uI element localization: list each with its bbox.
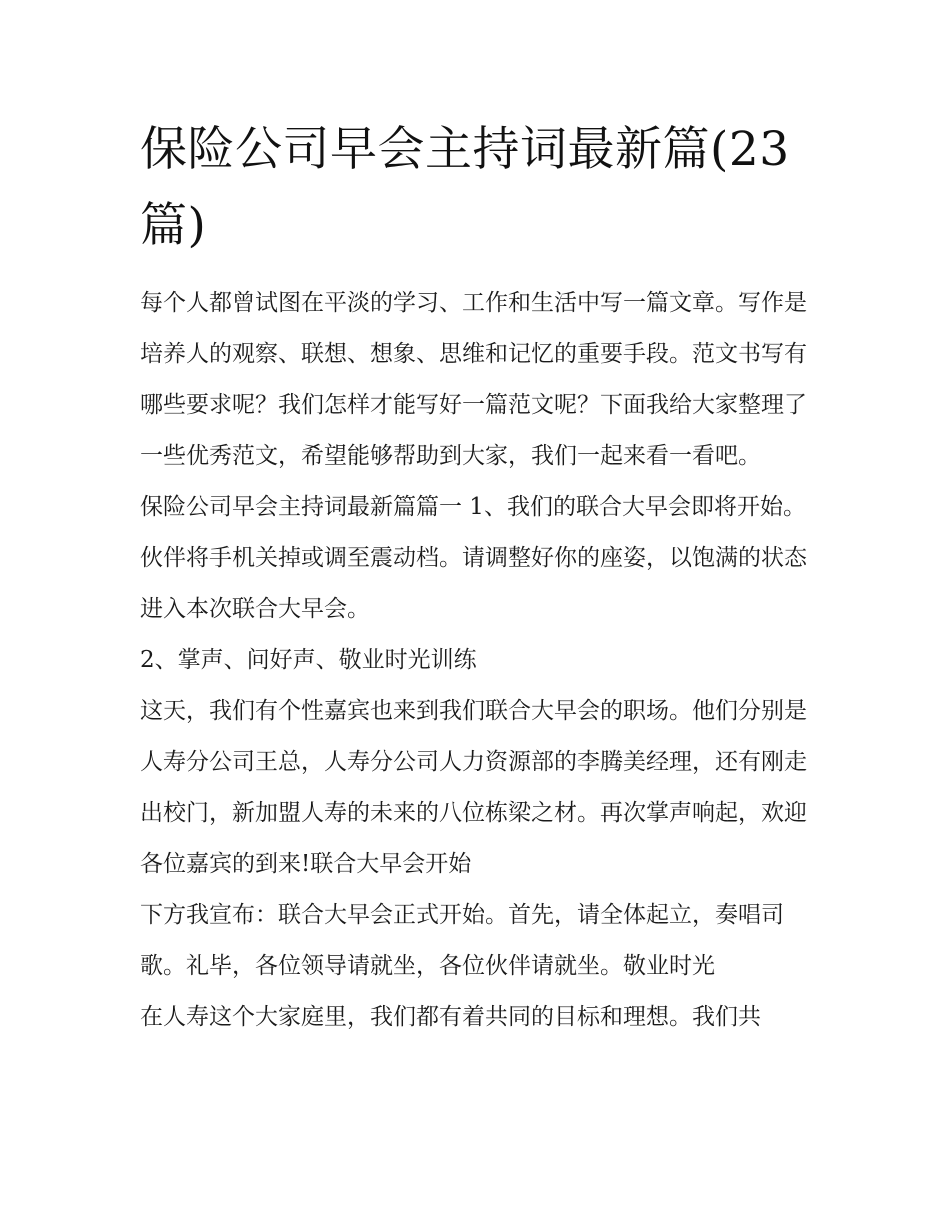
document-title: 保险公司早会主持词最新篇(23篇) xyxy=(140,122,790,253)
document-body xyxy=(140,278,818,1043)
paragraph-family: 在人寿这个大家庭里，我们都有着共同的目标和理想。我们共 xyxy=(140,1004,761,1030)
paragraph-section-one: 保险公司早会主持词最新篇篇一 1、我们的联合大早会即将开始。 伙伴将手机关掉或调至震动档。请调整好你的座姿，以饱满的状态进入本次联合大早会。 xyxy=(140,494,807,622)
paragraph-guests: 这天，我们有个性嘉宾也来到我们联合大早会的职场。他们分别是人寿分公司王总，人寿分公司人力资源部的李腾美经理，还有刚走出校门，新加盟人寿的未来的八位栋梁之材。再次掌声响起，欢迎各位嘉宾的到来!联合大早会开始 xyxy=(140,698,807,877)
paragraph-intro: 每个人都曾试图在平淡的学习、工作和生活中写一篇文章。写作是培养人的观察、联想、想象、思维和记忆的重要手段。范文书写有哪些要求呢？我们怎样才能写好一篇范文呢？下面我给大家整理了一些优秀范文，希望能够帮助到大家，我们一起来看一看吧。 xyxy=(140,290,807,469)
document-content xyxy=(140,112,818,1043)
paragraph-applause: 2、掌声、问好声、敬业时光训练 xyxy=(140,647,477,673)
paragraph-opening: 下方我宣布：联合大早会正式开始。首先，请全体起立，奏唱司歌。礼毕，各位领导请就坐，各位伙伴请就坐。敬业时光 xyxy=(140,902,784,979)
